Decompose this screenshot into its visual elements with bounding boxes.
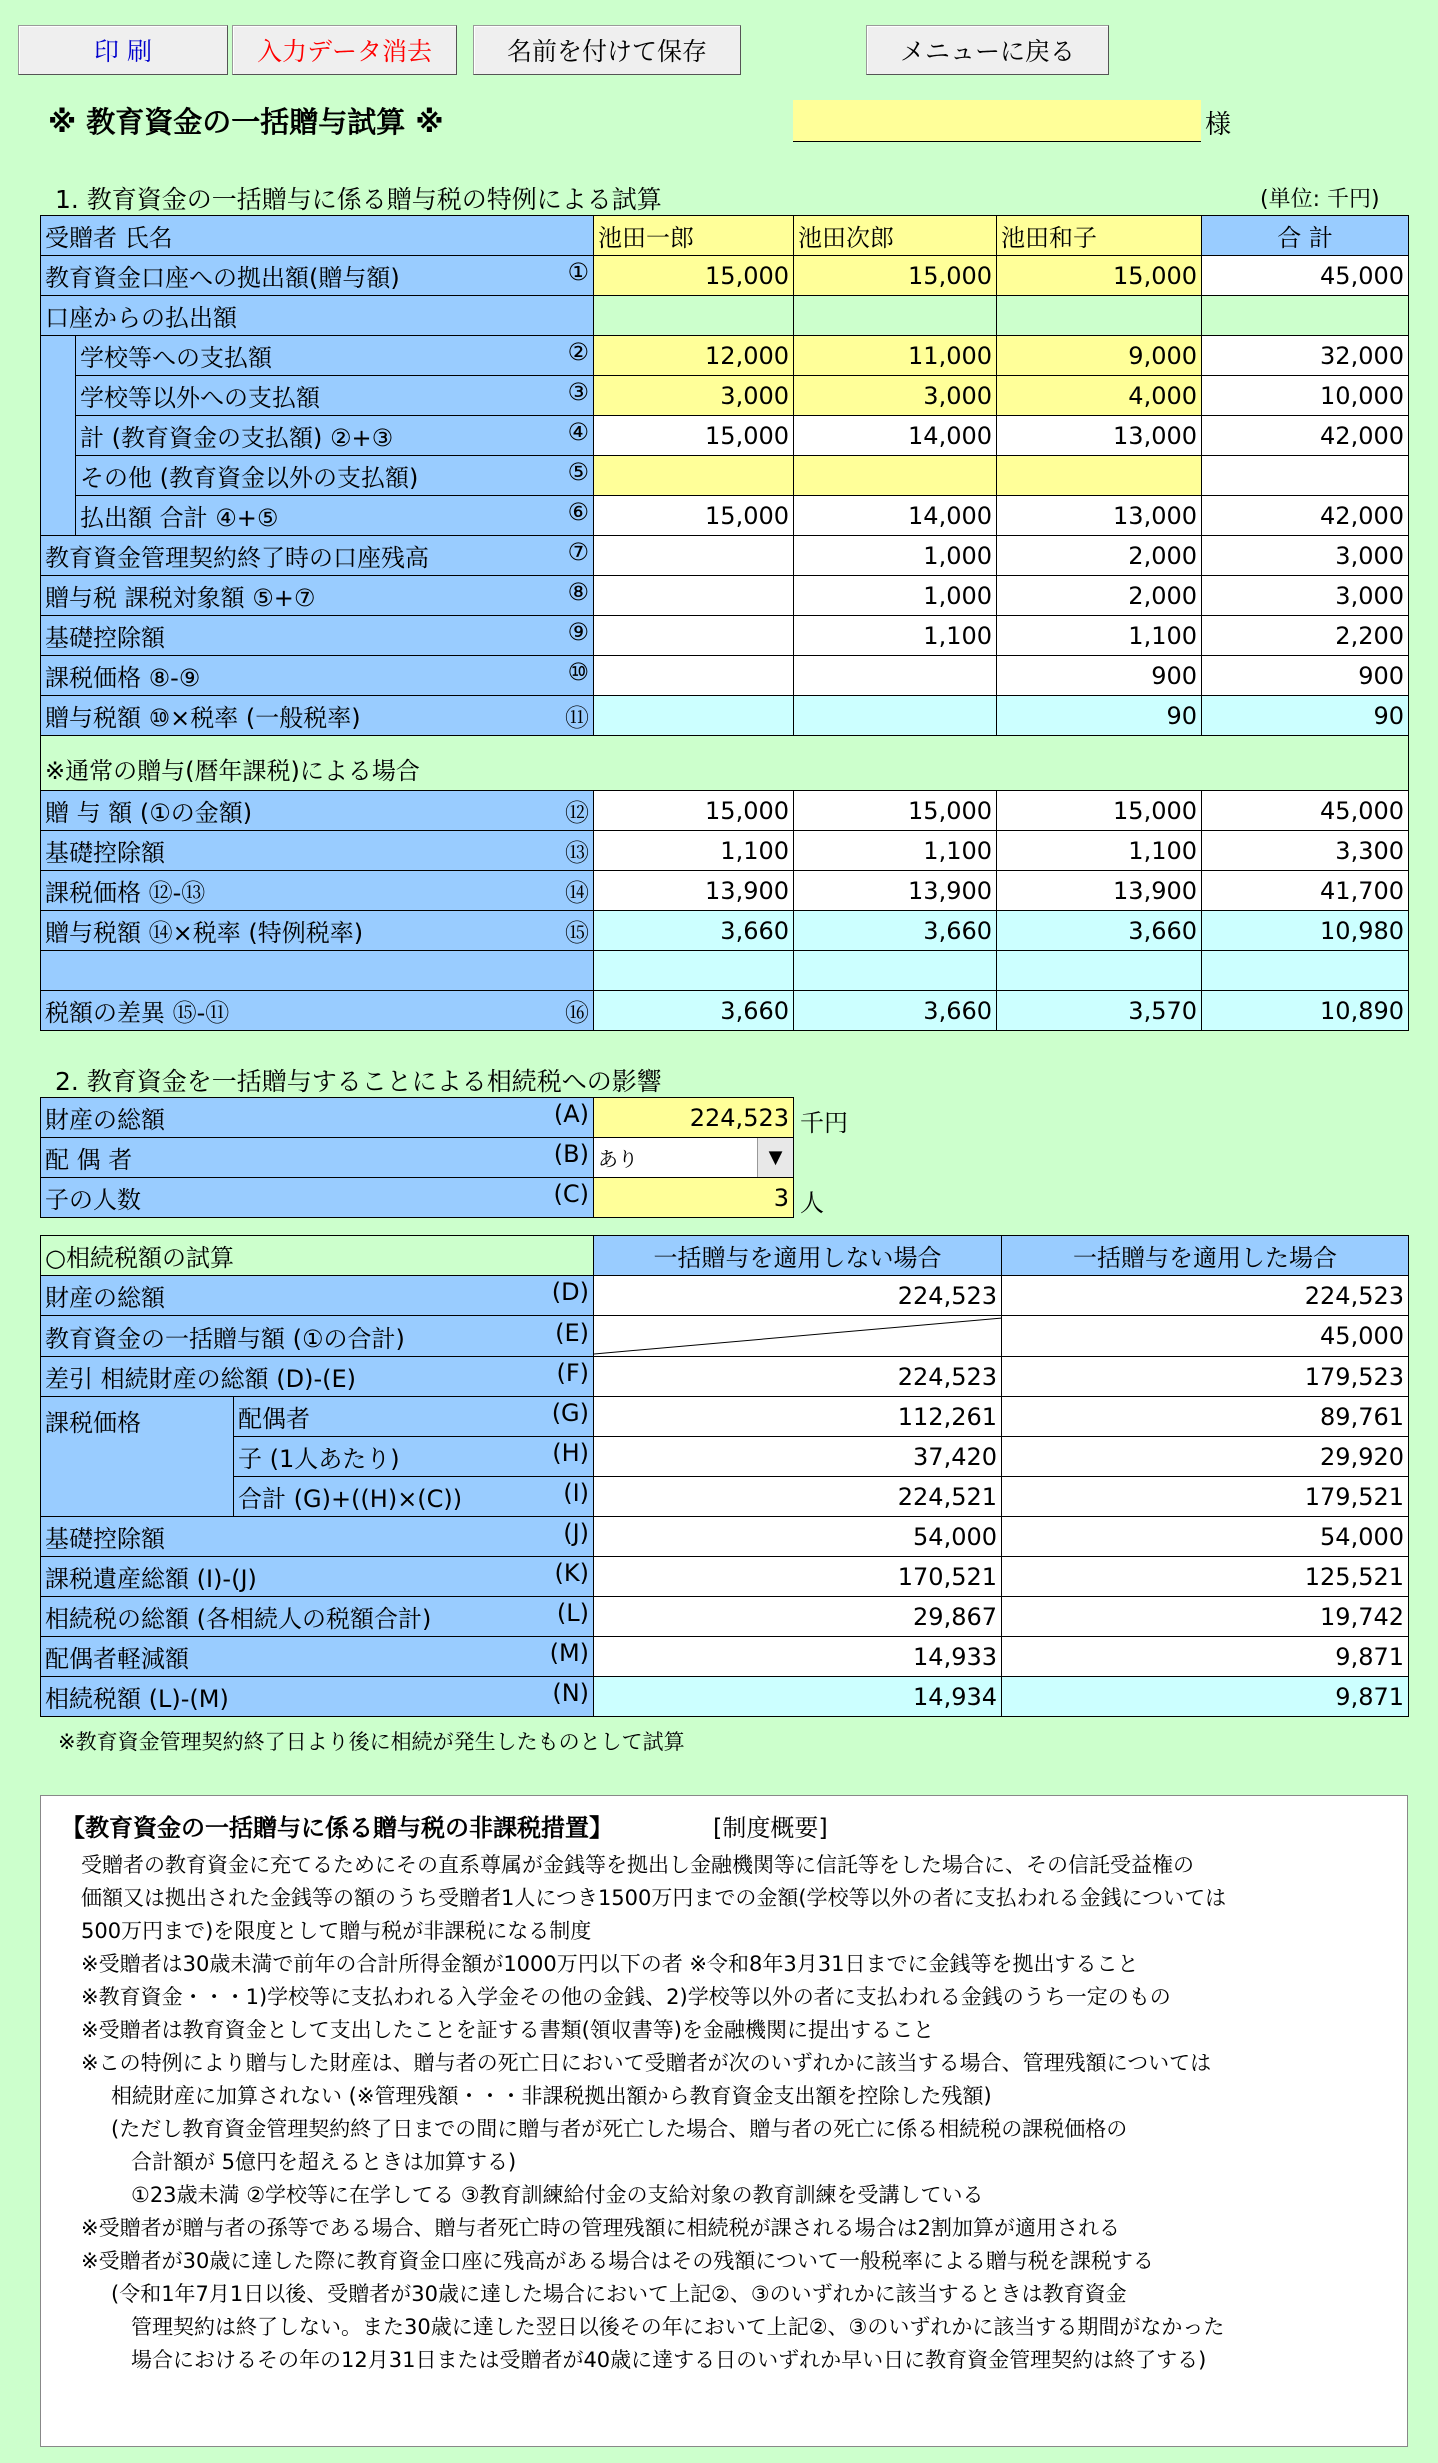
- spouse-taxable-without: 112,261: [594, 1397, 1002, 1437]
- normal-deduction-1: 1,100: [594, 831, 794, 871]
- school-payment-2[interactable]: 11,000: [794, 336, 997, 376]
- gift-tax-2: [794, 696, 997, 736]
- row-label: 教育資金管理契約終了時の口座残高: [45, 544, 429, 572]
- withdrawal-total-2: 14,000: [794, 496, 997, 536]
- row-number: ②: [567, 338, 590, 366]
- deduction-3: 1,100: [997, 616, 1202, 656]
- normal-gift-2: 15,000: [794, 791, 997, 831]
- table-row: [41, 791, 1409, 831]
- assets-label: 財産の総額: [45, 1106, 165, 1134]
- print-button[interactable]: 印 刷: [18, 25, 228, 75]
- table-row: [41, 1597, 1409, 1637]
- note-line: 受贈者の教育資金に充てるためにその直系尊属が金銭等を拠出し金融機関等に信託等をした場合に、その信託受益権の: [81, 1853, 1194, 1877]
- unit-label: (単位: 千円): [1260, 187, 1380, 212]
- withdrawal-subheader: 口座からの払出額: [41, 296, 594, 336]
- note-line: (令和1年7月1日以後、受贈者が30歳に達した場合において上記②、③のいずれかに該当するときは教育資金: [111, 2282, 1127, 2306]
- notes-subtitle: [制度概要]: [713, 1814, 828, 1842]
- row-key: (D): [551, 1278, 590, 1306]
- table-row: [41, 991, 1409, 1031]
- total-header: 合 計: [1202, 216, 1409, 256]
- tax-diff-2: 3,660: [794, 991, 997, 1031]
- row-label: 基礎控除額: [45, 1525, 165, 1553]
- col-with-gift: 一括贈与を適用した場合: [1002, 1236, 1409, 1276]
- client-name-input[interactable]: [793, 100, 1201, 142]
- non-edu-payment-total: [1202, 456, 1409, 496]
- table-row: [41, 1517, 1409, 1557]
- children-label: 子の人数: [45, 1186, 141, 1214]
- recipient-name-2[interactable]: 池田次郎: [794, 216, 997, 256]
- edu-payment-2: 14,000: [794, 416, 997, 456]
- row-key: (H): [552, 1439, 590, 1467]
- row-key: (F): [556, 1359, 590, 1387]
- table-row: [41, 1477, 1409, 1517]
- row-label: 差引 相続財産の総額 (D)-(E): [45, 1365, 357, 1393]
- normal-gift-total: 45,000: [1202, 791, 1409, 831]
- spouse-select[interactable]: [594, 1138, 794, 1178]
- row-key: (K): [554, 1559, 590, 1587]
- note-line: ※この特例により贈与した財産は、贈与者の死亡日において受贈者が次のいずれかに該当する場合、管理残額については: [81, 2051, 1212, 2075]
- total-taxable-with: 179,521: [1002, 1477, 1409, 1517]
- spouse-taxable-with: 89,761: [1002, 1397, 1409, 1437]
- taxable-price-3: 900: [997, 656, 1202, 696]
- row-key: (J): [563, 1519, 590, 1547]
- taxable-price-2: [794, 656, 997, 696]
- normal-taxable-2: 13,900: [794, 871, 997, 911]
- table-row: [41, 536, 1409, 576]
- row-label: 払出額 合計 ④+⑤: [80, 504, 279, 532]
- recipient-header: 受贈者 氏名: [41, 216, 594, 256]
- row-key: (G): [551, 1399, 590, 1427]
- edu-payment-3: 13,000: [997, 416, 1202, 456]
- table-row: [41, 1316, 1409, 1357]
- taxable-price-total: 900: [1202, 656, 1409, 696]
- row-label: 基礎控除額: [45, 624, 165, 652]
- row-label: 相続税額 (L)-(M): [45, 1685, 229, 1713]
- row-label: 贈 与 額 (①の金額): [45, 799, 253, 827]
- row-key: (L): [556, 1599, 590, 1627]
- edu-payment-1: 15,000: [594, 416, 794, 456]
- normal-taxable-1: 13,900: [594, 871, 794, 911]
- row-key: (M): [549, 1639, 590, 1667]
- lump-gift-with: 45,000: [1002, 1316, 1409, 1357]
- note-line: 場合におけるその年の12月31日または受贈者が40歳に達する日のいずれか早い日に教育資金管理契約は終了する): [131, 2348, 1207, 2372]
- other-payment-total: 10,000: [1202, 376, 1409, 416]
- clear-input-button[interactable]: 入力データ消去: [232, 25, 457, 75]
- row-number: ⑬: [565, 839, 590, 867]
- section1-title: 1. 教育資金の一括贈与に係る贈与税の特例による試算: [55, 185, 662, 214]
- total-assets-input[interactable]: 224,523: [594, 1098, 794, 1138]
- non-edu-payment-2[interactable]: [794, 456, 997, 496]
- row-label: 課税価格 ⑧-⑨: [45, 664, 201, 692]
- basic-deduction-with: 54,000: [1002, 1517, 1409, 1557]
- gift-amount-3[interactable]: 15,000: [997, 256, 1202, 296]
- total-taxable-without: 224,521: [594, 1477, 1002, 1517]
- note-line: 合計額が 5億円を超えるときは加算する): [131, 2150, 517, 2174]
- net-assets-with: 179,523: [1002, 1357, 1409, 1397]
- row-label: 税額の差異 ⑮-⑪: [45, 999, 230, 1027]
- normal-tax-3: 3,660: [997, 911, 1202, 951]
- child-taxable-without: 37,420: [594, 1437, 1002, 1477]
- assets-unit: 千円: [800, 1109, 848, 1137]
- table-row: [41, 416, 1409, 456]
- taxable-1: [594, 576, 794, 616]
- non-edu-payment-1[interactable]: [594, 456, 794, 496]
- school-payment-1[interactable]: 12,000: [594, 336, 794, 376]
- school-payment-3[interactable]: 9,000: [997, 336, 1202, 376]
- normal-taxable-3: 13,900: [997, 871, 1202, 911]
- note-line: ※受贈者が30歳に達した際に教育資金口座に残高がある場合はその残額について一般税率による贈与税を課税する: [81, 2249, 1154, 2273]
- row-label: 課税価格 ⑫-⑬: [45, 879, 206, 907]
- row-number: ⑩: [567, 658, 590, 686]
- withdrawal-total-1: 15,000: [594, 496, 794, 536]
- taxable-2: 1,000: [794, 576, 997, 616]
- taxable-3: 2,000: [997, 576, 1202, 616]
- inheritance-tax-without: 14,934: [594, 1677, 1002, 1717]
- row-number: ⑫: [565, 799, 590, 827]
- row-number: ⑯: [565, 999, 590, 1027]
- children-count-input[interactable]: 3: [594, 1178, 794, 1218]
- note-line: ※受贈者は教育資金として支出したことを証する書類(領収書等)を金融機関に提出すること: [81, 2018, 934, 2042]
- note-line: (ただし教育資金管理契約終了日までの間に贈与者が死亡した場合、贈与者の死亡に係る相続税の課税価格の: [111, 2117, 1128, 2141]
- note-line: ※教育資金・・・1)学校等に支払われる入学金その他の金銭、2)学校等以外の者に支払われる金銭のうち一定のもの: [81, 1985, 1171, 2009]
- balance-1: [594, 536, 794, 576]
- row-label: 贈与税額 ⑩×税率 (一般税率): [45, 704, 361, 732]
- row-label: 学校等への支払額: [80, 344, 272, 372]
- other-payment-2[interactable]: 3,000: [794, 376, 997, 416]
- table-row: [41, 696, 1409, 736]
- normal-tax-total: 10,980: [1202, 911, 1409, 951]
- row-label: 基礎控除額: [45, 839, 165, 867]
- table-row: [41, 1637, 1409, 1677]
- lump-gift-without: [594, 1316, 1002, 1357]
- edu-payment-total: 42,000: [1202, 416, 1409, 456]
- table-row: [41, 1357, 1409, 1397]
- total-inheritance-tax-without: 29,867: [594, 1597, 1002, 1637]
- table-row: [41, 576, 1409, 616]
- normal-gift-3: 15,000: [997, 791, 1202, 831]
- row-number: ⑪: [565, 704, 590, 732]
- table-row: [41, 456, 1409, 496]
- row-label: 配偶者: [238, 1405, 310, 1433]
- note-line: ※受贈者が贈与者の孫等である場合、贈与者死亡時の管理残額に相続税が課される場合は2割加算が適用される: [81, 2216, 1120, 2240]
- row-number: ⑥: [567, 498, 590, 526]
- normal-deduction-2: 1,100: [794, 831, 997, 871]
- row-label: 合計 (G)+((H)×(C)): [238, 1485, 463, 1513]
- diagonal-slash: [594, 1316, 1002, 1356]
- gift-amount-2[interactable]: 15,000: [794, 256, 997, 296]
- net-assets-without: 224,523: [594, 1357, 1002, 1397]
- basic-deduction-without: 54,000: [594, 1517, 1002, 1557]
- gift-tax-1: [594, 696, 794, 736]
- row-number: ③: [567, 378, 590, 406]
- note-line: 500万円まで)を限度として贈与税が非課税になる制度: [81, 1919, 592, 1943]
- row-key: (E): [555, 1318, 590, 1347]
- table-row: [41, 656, 1409, 696]
- row-key: (I): [563, 1479, 590, 1507]
- row-key: (A): [553, 1100, 589, 1128]
- tax-diff-total: 10,890: [1202, 991, 1409, 1031]
- withdrawal-total-sum: 42,000: [1202, 496, 1409, 536]
- row-number: ⑨: [567, 618, 590, 646]
- table-row: [41, 256, 1409, 296]
- table-row: [41, 296, 1409, 336]
- honorific-suffix: 様: [1205, 110, 1232, 140]
- balance-total: 3,000: [1202, 536, 1409, 576]
- row-label: その他 (教育資金以外の支払額): [80, 464, 419, 492]
- gift-tax-total: 90: [1202, 696, 1409, 736]
- row-key: (B): [553, 1140, 589, 1168]
- note-line: 相続財産に加算されない (※管理残額・・・非課税拠出額から教育資金支出額を控除した残額): [111, 2084, 992, 2108]
- other-payment-3[interactable]: 4,000: [997, 376, 1202, 416]
- save-as-button[interactable]: 名前を付けて保存: [473, 25, 741, 75]
- table-row: [41, 831, 1409, 871]
- row-number: ⑤: [567, 458, 590, 486]
- normal-taxable-total: 41,700: [1202, 871, 1409, 911]
- children-unit: 人: [800, 1189, 824, 1217]
- section2-title: 2. 教育資金を一括贈与することによる相続税への影響: [55, 1067, 662, 1096]
- row-label: 財産の総額: [45, 1284, 165, 1312]
- normal-deduction-total: 3,300: [1202, 831, 1409, 871]
- section2-footnote: ※教育資金管理契約終了日より後に相続が発生したものとして試算: [58, 1730, 685, 1754]
- non-edu-payment-3[interactable]: [997, 456, 1202, 496]
- tax-diff-3: 3,570: [997, 991, 1202, 1031]
- row-label: 教育資金の一括贈与額 (①の合計): [45, 1324, 405, 1353]
- school-payment-total: 32,000: [1202, 336, 1409, 376]
- assets-with: 224,523: [1002, 1276, 1409, 1316]
- notes-title: 【教育資金の一括贈与に係る贈与税の非課税措置】: [61, 1814, 613, 1842]
- gift-amount-total: 45,000: [1202, 256, 1409, 296]
- row-number: ⑮: [565, 919, 590, 947]
- table-row: [41, 1557, 1409, 1597]
- row-label: 課税遺産総額 (I)-(J): [45, 1565, 257, 1593]
- input-table: [40, 1097, 794, 1218]
- row-label: 教育資金口座への拠出額(贈与額): [45, 264, 400, 292]
- table-row: [41, 376, 1409, 416]
- other-payment-1[interactable]: 3,000: [594, 376, 794, 416]
- row-number: ⑦: [567, 538, 590, 566]
- withdrawal-total-3: 13,000: [997, 496, 1202, 536]
- col-without-gift: 一括贈与を適用しない場合: [594, 1236, 1002, 1276]
- row-label: 配偶者軽減額: [45, 1645, 189, 1673]
- row-label: 学校等以外への支払額: [80, 384, 320, 412]
- balance-2: 1,000: [794, 536, 997, 576]
- assets-without: 224,523: [594, 1276, 1002, 1316]
- back-to-menu-button[interactable]: メニューに戻る: [866, 25, 1109, 75]
- chevron-down-icon[interactable]: ▼: [757, 1138, 793, 1177]
- tax-diff-1: 3,660: [594, 991, 794, 1031]
- calc-title: ○相続税額の試算: [41, 1236, 594, 1276]
- spouse-reduction-without: 14,933: [594, 1637, 1002, 1677]
- normal-gift-1: 15,000: [594, 791, 794, 831]
- taxable-estate-with: 125,521: [1002, 1557, 1409, 1597]
- row-label: 贈与税額 ⑭×税率 (特例税率): [45, 919, 364, 947]
- taxable-estate-without: 170,521: [594, 1557, 1002, 1597]
- row-number: ④: [567, 418, 590, 446]
- gift-amount-1[interactable]: 15,000: [594, 256, 794, 296]
- note-line: 管理契約は終了しない。また30歳に達した翌日以後その年において上記②、③のいずれかに該当する期間がなかった: [131, 2315, 1225, 2339]
- page-title: ※ 教育資金の一括贈与試算 ※: [48, 105, 444, 139]
- normal-deduction-3: 1,100: [997, 831, 1202, 871]
- deduction-2: 1,100: [794, 616, 997, 656]
- normal-gift-title: ※通常の贈与(暦年課税)による場合: [41, 736, 1409, 791]
- table-row: [41, 1437, 1409, 1477]
- row-label: 子 (1人あたり): [238, 1445, 400, 1473]
- table-row: [41, 1677, 1409, 1717]
- normal-tax-1: 3,660: [594, 911, 794, 951]
- balance-3: 2,000: [997, 536, 1202, 576]
- note-line: ①23歳未満 ②学校等に在学してる ③教育訓練給付金の支給対象の教育訓練を受講している: [131, 2183, 984, 2207]
- taxable-price-label: 課税価格: [41, 1397, 234, 1517]
- total-inheritance-tax-with: 19,742: [1002, 1597, 1409, 1637]
- recipient-name-3[interactable]: 池田和子: [997, 216, 1202, 256]
- table-row: [41, 911, 1409, 951]
- row-label: 計 (教育資金の支払額) ②+③: [80, 424, 394, 452]
- spouse-reduction-with: 9,871: [1002, 1637, 1409, 1677]
- deduction-total: 2,200: [1202, 616, 1409, 656]
- inheritance-tax-with: 9,871: [1002, 1677, 1409, 1717]
- table-row: [41, 1276, 1409, 1316]
- gift-tax-3: 90: [997, 696, 1202, 736]
- row-number: ⑭: [565, 879, 590, 907]
- note-line: 価額又は拠出された金銭等の額のうち受贈者1人につき1500万円までの金額(学校等以外の者に支払われる金銭については: [81, 1886, 1227, 1910]
- child-taxable-with: 29,920: [1002, 1437, 1409, 1477]
- table-row: [41, 496, 1409, 536]
- spouse-label: 配 偶 者: [45, 1146, 133, 1174]
- row-label: 贈与税 課税対象額 ⑤+⑦: [45, 584, 316, 612]
- recipient-name-1[interactable]: 池田一郎: [594, 216, 794, 256]
- table-row: [41, 336, 1409, 376]
- spouse-value: あり: [598, 1147, 638, 1171]
- row-label: 相続税の総額 (各相続人の税額合計): [45, 1605, 432, 1633]
- inheritance-tax-table: [40, 1235, 1409, 1717]
- row-key: (N): [552, 1679, 590, 1707]
- deduction-1: [594, 616, 794, 656]
- taxable-price-1: [594, 656, 794, 696]
- note-line: ※受贈者は30歳未満で前年の合計所得金額が1000万円以下の者 ※令和8年3月31日までに金銭等を拠出すること: [81, 1952, 1139, 1976]
- row-number: ①: [567, 258, 590, 286]
- normal-tax-2: 3,660: [794, 911, 997, 951]
- system-overview-box: [40, 1795, 1408, 2447]
- row-key: (C): [553, 1180, 589, 1208]
- row-number: ⑧: [567, 578, 590, 606]
- table-row: [41, 1397, 1409, 1437]
- taxable-total: 3,000: [1202, 576, 1409, 616]
- table-row: [41, 871, 1409, 911]
- table-row: [41, 616, 1409, 656]
- gift-tax-table: [40, 215, 1409, 1031]
